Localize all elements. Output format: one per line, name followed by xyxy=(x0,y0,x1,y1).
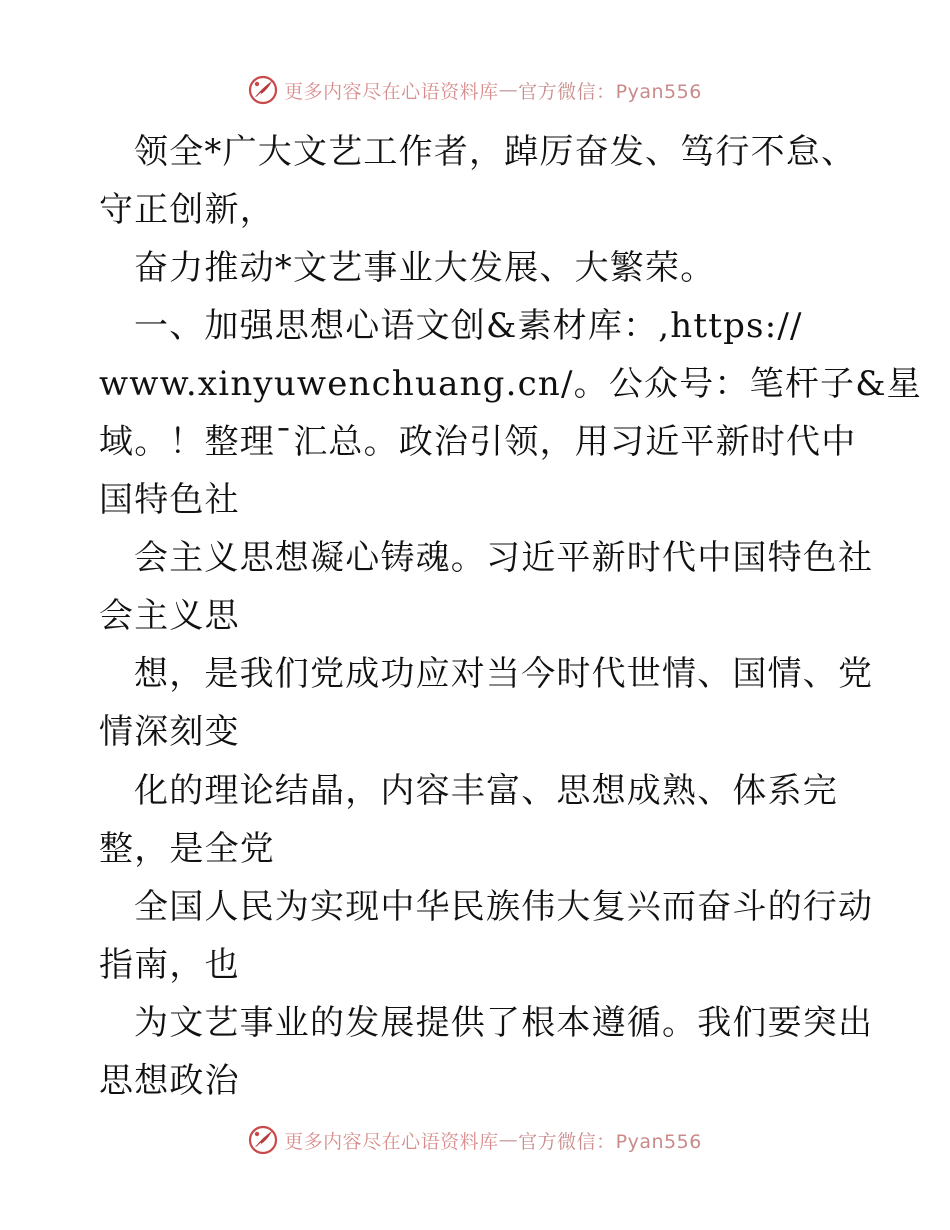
text-line: 思想政治 xyxy=(99,1061,240,1101)
watermark-contact: 官方微信：Pyan556 xyxy=(518,1130,702,1153)
text-line: 为文艺事业的发展提供了根本遵循。我们要突出 xyxy=(134,1003,874,1043)
text-line: 想，是我们党成功应对当今时代世情、国情、党 xyxy=(134,654,874,694)
watermark-text: 更多内容尽在心语资料库 xyxy=(284,1130,499,1153)
text-line: 领全*广大文艺工作者，踔厉奋发、笃行不怠、 xyxy=(134,132,857,172)
watermark-dash: — xyxy=(498,1129,519,1151)
footer-watermark xyxy=(0,1120,950,1160)
text-line: 一、加强思想心语文创&素材库：,https:// xyxy=(134,306,803,346)
text-line: 守正创新， xyxy=(99,190,275,230)
text-line: 国特色社 xyxy=(99,480,240,520)
text-line: 会主义思想凝心铸魂。习近平新时代中国特色社 xyxy=(134,538,874,578)
text-line: 化的理论结晶，内容丰富、思想成熟、体系完 xyxy=(134,771,838,811)
quill-pen-logo-icon xyxy=(248,1125,278,1155)
text-line: 全国人民为实现中华民族伟大复兴而奋斗的行动 xyxy=(134,887,874,927)
text-line: www.xinyuwenchuang.cn/。公众号：笔杆子&星 xyxy=(99,364,922,404)
watermark-contact: 官方微信：Pyan556 xyxy=(518,80,702,103)
text-line: 整，是全党 xyxy=(99,829,275,869)
text-line: 会主义思 xyxy=(99,596,240,636)
watermark-text: 更多内容尽在心语资料库 xyxy=(284,80,499,103)
watermark-dash: — xyxy=(498,79,519,101)
text-line: 情深刻变 xyxy=(99,712,240,752)
text-line: 域。！整理¯汇总。政治引领，用习近平新时代中 xyxy=(99,422,857,462)
text-line: 指南，也 xyxy=(99,945,240,985)
text-line: 奋力推动*文艺事业大发展、大繁荣。 xyxy=(134,248,716,288)
